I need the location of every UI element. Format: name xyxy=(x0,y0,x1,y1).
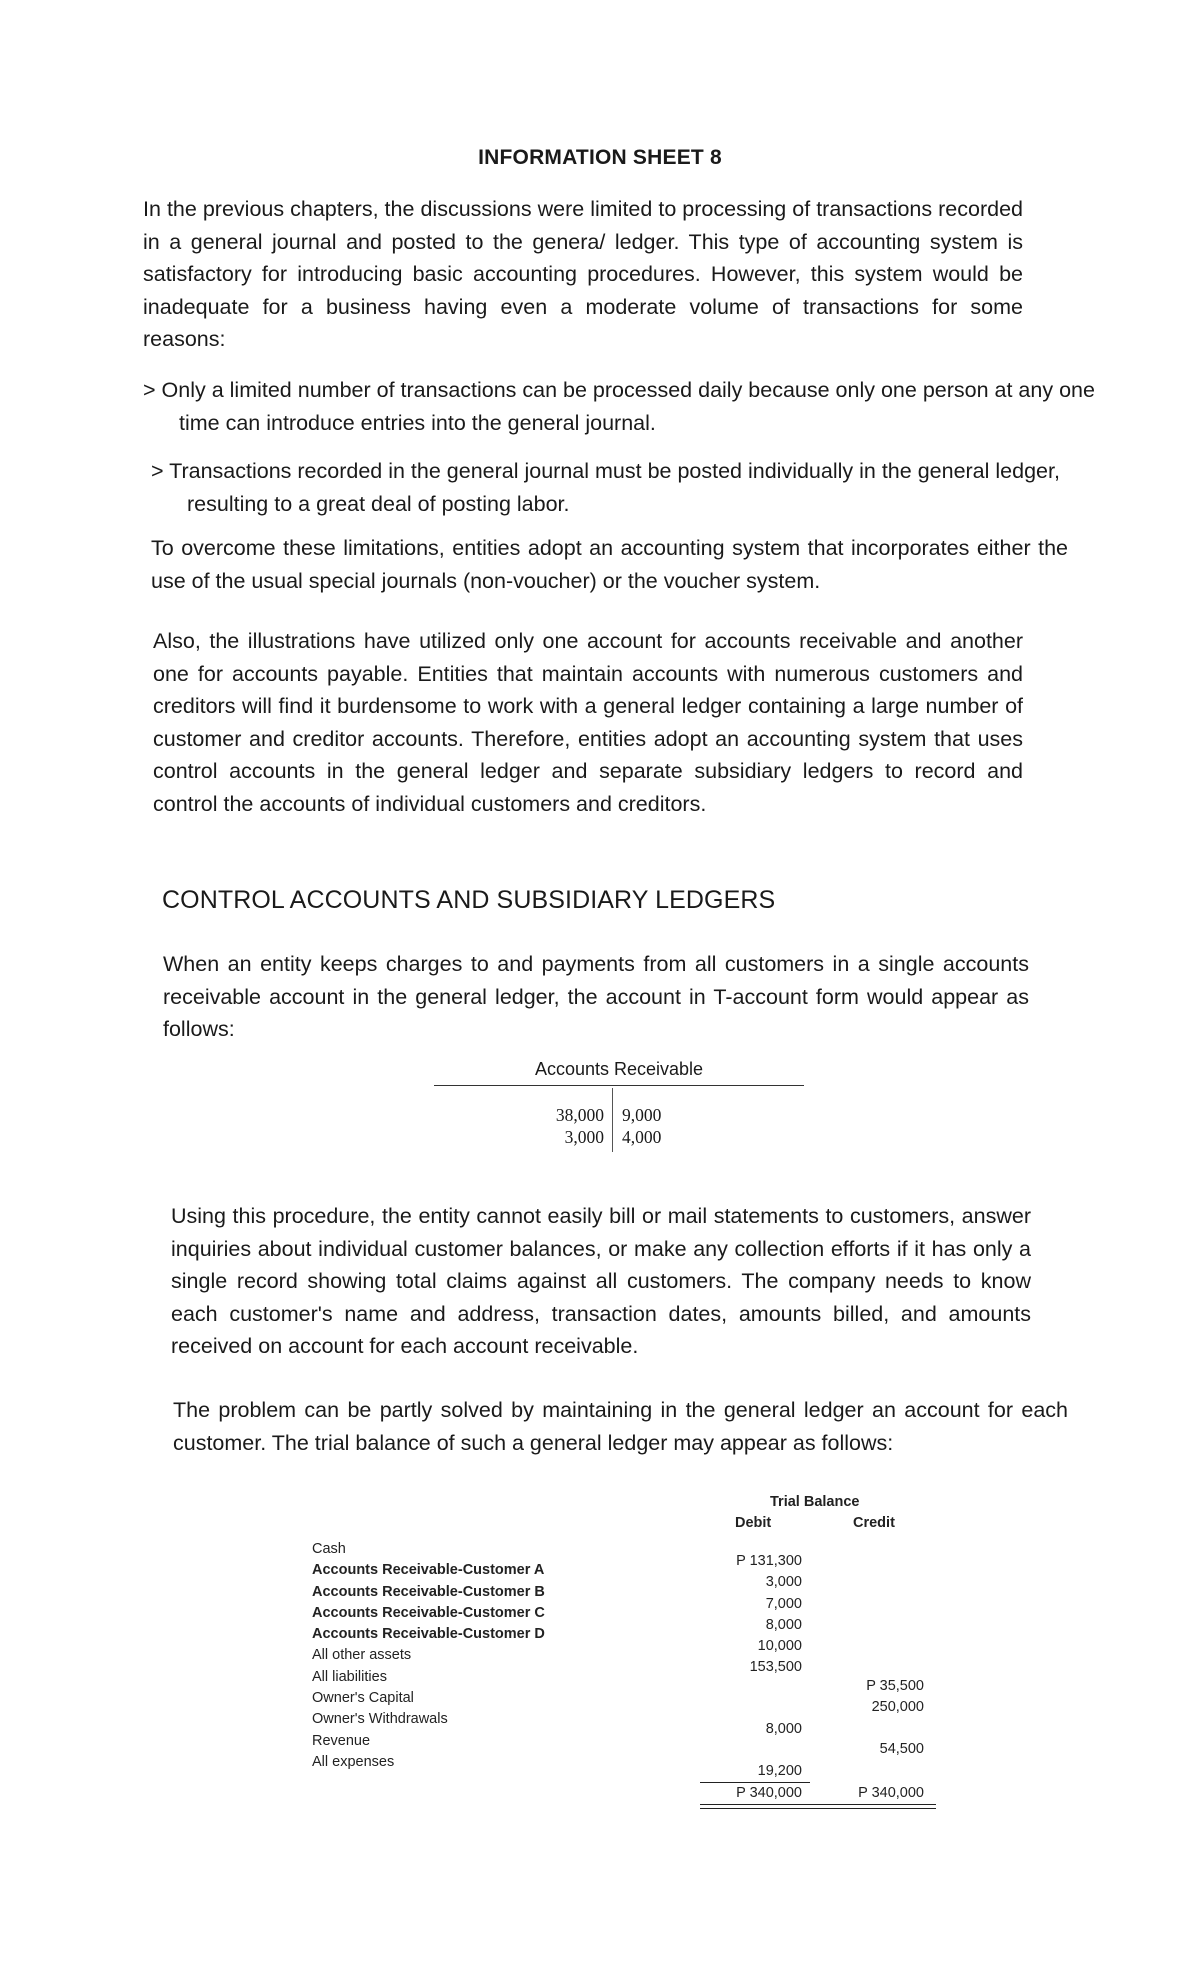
t-account-debit-2: 3,000 xyxy=(564,1127,604,1147)
account-liabilities: All liabilities xyxy=(312,1668,387,1685)
t-account-credits xyxy=(622,1104,712,1148)
debit-subtotal-rule xyxy=(700,1782,810,1783)
section-heading: CONTROL ACCOUNTS AND SUBSIDIARY LEDGERS xyxy=(162,886,776,914)
trial-balance-title: Trial Balance xyxy=(770,1494,860,1510)
account-ar-customer-c: Accounts Receivable-Customer C xyxy=(312,1604,545,1621)
total-credit: P 340,000 xyxy=(858,1785,924,1801)
trial-balance-credit-header: Credit xyxy=(853,1515,895,1531)
debit-customer-d: 10,000 xyxy=(757,1638,802,1655)
credit-revenue: 54,500 xyxy=(879,1741,924,1757)
total-double-rule-top xyxy=(700,1804,936,1805)
account-cash: Cash xyxy=(312,1541,346,1557)
t-account-debit-1: 38,000 xyxy=(555,1105,604,1125)
overcome-paragraph: To overcome these limitations, entities adopt an accounting system that incorporates either the use of the usual special journals (non-voucher) or the voucher system. xyxy=(151,536,1068,593)
account-revenue: Revenue xyxy=(312,1732,371,1749)
problem-paragraph: The problem can be partly solved by maintaining in the general ledger an account for each customer. The trial balance of such a general ledger may appear as follows: xyxy=(173,1398,1068,1455)
account-ar-customer-b: Accounts Receivable-Customer B xyxy=(312,1583,545,1600)
debit-withdrawals: 8,000 xyxy=(765,1721,802,1737)
page-title: INFORMATION SHEET 8 xyxy=(478,146,722,169)
t-account-debits xyxy=(520,1104,604,1148)
total-debit: P 340,000 xyxy=(736,1785,802,1801)
credit-liabilities: P 35,500 xyxy=(866,1678,924,1694)
trial-balance-debits-assets xyxy=(700,1551,802,1679)
trial-balance-accounts xyxy=(312,1539,545,1773)
debit-customer-a: 3,000 xyxy=(765,1574,802,1591)
debit-customer-b: 7,000 xyxy=(765,1595,802,1612)
when-paragraph: When an entity keeps charges to and payments from all customers in a single accounts receivable account in the general ledger, the account in T-account form would appear as follows: xyxy=(163,952,1029,1041)
intro-paragraph: In the previous chapters, the discussions were limited to processing of transactions recorded in a general journal and posted to the genera/ ledger. This type of accounting system is satisfactory for introducing basic accounting procedures. However, this system would be inadequate for a business having even a moderate volume of transactions for some reasons: xyxy=(143,197,1023,351)
account-expenses: All expenses xyxy=(312,1753,395,1770)
total-double-rule-bottom xyxy=(700,1808,936,1809)
using-paragraph: Using this procedure, the entity cannot easily bill or mail statements to customers, answer inquiries about individual customer balances, or make any collection efforts if it has only a single record showing total claims against all customers. The company needs to know each customer's name and address, transaction dates, amounts billed, and amounts received on account for each account receivable. xyxy=(171,1204,1031,1358)
credit-capital: 250,000 xyxy=(871,1699,924,1715)
debit-customer-c: 8,000 xyxy=(765,1616,802,1633)
account-ar-customer-d: Accounts Receivable-Customer D xyxy=(312,1626,545,1643)
t-account-credit-1: 9,000 xyxy=(622,1105,662,1125)
account-owners-capital: Owner's Capital xyxy=(312,1690,414,1707)
account-owners-withdrawals: Owner's Withdrawals xyxy=(312,1711,448,1728)
t-account-top-rule xyxy=(434,1085,804,1086)
account-ar-customer-a: Accounts Receivable-Customer A xyxy=(312,1562,545,1579)
also-paragraph: Also, the illustrations have utilized only one account for accounts receivable and another one for accounts payable. Entities that maintain accounts with numerous customers and creditors will find it burdensome to work with a general ledger containing a large number of customer and creditor accounts. Therefore, entities adopt an accounting system that uses control accounts in the general ledger and separate subsidiary ledgers to record and control the accounts of individual customers and creditors. xyxy=(153,629,1023,816)
t-account-credit-2: 4,000 xyxy=(622,1127,662,1147)
account-other-assets: All other assets xyxy=(312,1647,412,1664)
t-account-title: Accounts Receivable xyxy=(534,1059,704,1079)
trial-balance-debit-header: Debit xyxy=(735,1515,772,1531)
debit-expenses: 19,200 xyxy=(757,1763,802,1779)
t-account-divider xyxy=(612,1088,613,1152)
debit-cash: P 131,300 xyxy=(736,1553,802,1569)
bullet-limited-transactions: > Only a limited number of transactions can be processed daily because only one person at any one time can introduce entries into the general journal. xyxy=(143,378,1095,435)
debit-other-assets: 153,500 xyxy=(749,1659,802,1676)
bullet-posting-labor: > Transactions recorded in the general journal must be posted individually in the general ledger, resulting to a great deal of posting labor. xyxy=(151,459,1060,516)
